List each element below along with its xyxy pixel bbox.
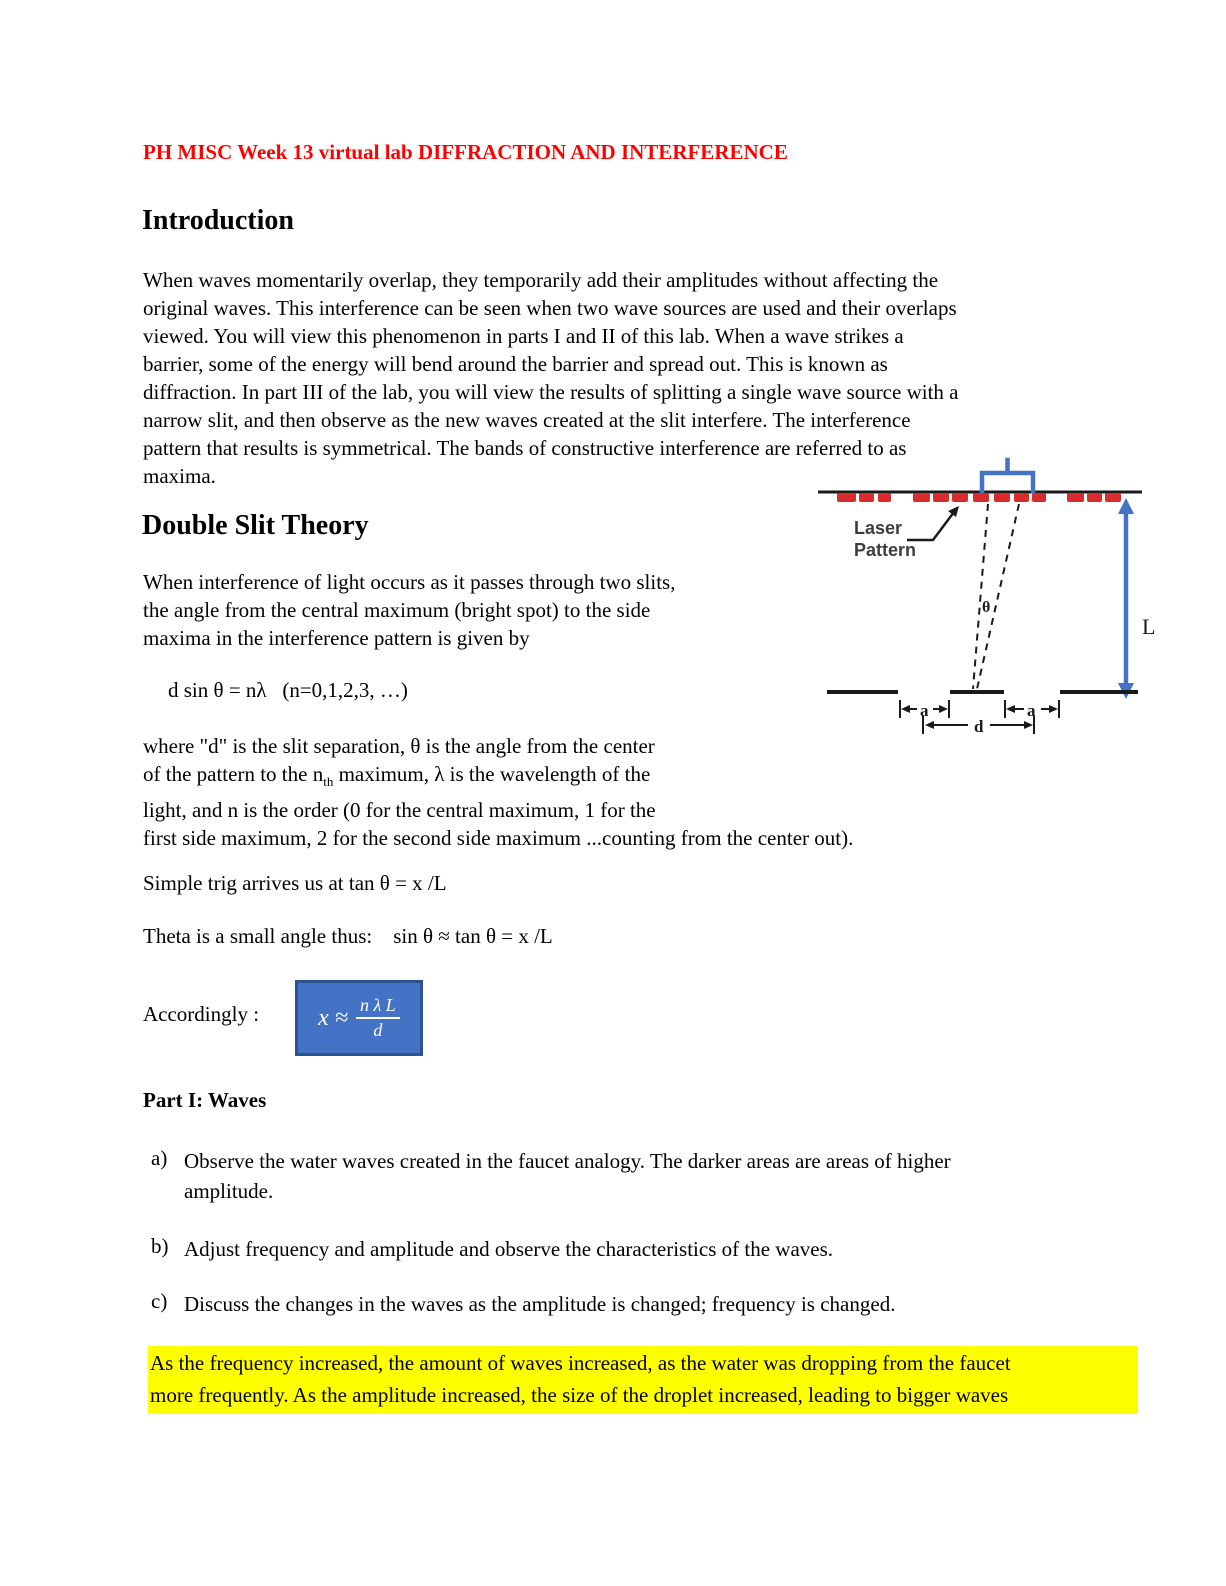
- where-paragraph-line: [143, 760, 853, 796]
- boxed-formula-denominator: d: [373, 1020, 383, 1040]
- where-line2-post: maximum, λ is the wavelength of the: [333, 762, 651, 786]
- highlighted-answer-line: As the frequency increased, the amount of waves increased, as the water was dropping from the faucet: [150, 1351, 1011, 1375]
- slit-width-dimension-left: [900, 700, 949, 720]
- where-line2-pre: of the pattern to the n: [143, 762, 324, 786]
- laser-pattern-label-line1: Laser: [854, 518, 903, 538]
- intro-paragraph-line: narrow slit, and then observe as the new waves created at the slit interfere. The interference: [143, 408, 911, 432]
- list-item-a-label: a): [151, 1146, 168, 1170]
- grating-equation: d sin θ = nλ (n=0,1,2,3, …): [168, 678, 408, 702]
- list-item-c-label: c): [151, 1289, 168, 1313]
- theta-label: θ: [982, 599, 991, 616]
- accordingly-label: Accordingly :: [143, 1002, 260, 1026]
- slit-width-label-left: a: [920, 701, 929, 720]
- list-item-a: [184, 1146, 951, 1206]
- list-item-c: [184, 1289, 895, 1319]
- where-paragraph: [143, 732, 853, 852]
- theory-paragraph: [143, 568, 675, 652]
- double-slit-diagram: [810, 452, 1165, 752]
- intro-paragraph-line: viewed. You will view this phenomenon in parts I and II of this lab. When a wave strikes a: [143, 324, 904, 348]
- list-item-b-label: b): [151, 1234, 169, 1258]
- slit-separation-label: d: [974, 717, 984, 736]
- distance-L-label: L: [1142, 614, 1156, 639]
- list-item-line: Observe the water waves created in the faucet analogy. The darker areas are areas of higher: [184, 1149, 951, 1173]
- where-paragraph-line: where "d" is the slit separation, θ is the angle from the center: [143, 734, 655, 758]
- laser-pattern-label-line2: Pattern: [854, 540, 917, 560]
- intro-paragraph-line: barrier, some of the energy will bend around the barrier and spread out. This is known as: [143, 352, 888, 376]
- theory-paragraph-line: maxima in the interference pattern is given by: [143, 626, 530, 650]
- theory-heading: Double Slit Theory: [142, 510, 369, 541]
- side-ray-dashed-line: [977, 504, 1019, 689]
- intro-paragraph-line: pattern that results is symmetrical. The bands of constructive interference are referred to as: [143, 436, 907, 460]
- list-item-line: Adjust frequency and amplitude and observe the characteristics of the waves.: [184, 1237, 834, 1261]
- slit-width-label-right: a: [1027, 701, 1036, 720]
- highlighted-answer-line: more frequently. As the amplitude increased, the size of the droplet increased, leading to bigger waves: [150, 1383, 1009, 1407]
- slit-separation-dimension: [923, 716, 1034, 736]
- part1-heading: Part I: Waves: [143, 1088, 267, 1112]
- theory-paragraph-line: When interference of light occurs as it passes through two slits,: [143, 570, 676, 594]
- small-angle-line: Theta is a small angle thus: sin θ ≈ tan θ = x /L: [143, 924, 553, 948]
- nth-subscript: th: [323, 774, 334, 790]
- highlighted-answer: [148, 1346, 1138, 1414]
- where-paragraph-line: first side maximum, 2 for the second side maximum ...counting from the center out).: [143, 826, 854, 851]
- intro-paragraph-line: diffraction. In part III of the lab, you will view the results of splitting a single wave source with a: [143, 380, 959, 404]
- central-maxima-bracket: [982, 460, 1033, 491]
- laser-pattern-arrow-icon: [907, 506, 959, 540]
- where-paragraph-line: light, and n is the order (0 for the central maximum, 1 for the: [143, 798, 656, 823]
- theory-paragraph-line: the angle from the central maximum (bright spot) to the side: [143, 598, 651, 622]
- slit-width-dimension-right: [1005, 700, 1059, 720]
- laser-maxima-dashes: [837, 493, 1121, 502]
- trig-line: Simple trig arrives us at tan θ = x /L: [143, 871, 447, 895]
- boxed-formula-numerator: n λ L: [356, 995, 400, 1019]
- intro-paragraph-line: maxima.: [143, 464, 216, 488]
- boxed-formula-fraction: [356, 995, 400, 1040]
- intro-paragraph-line: original waves. This interference can be seen when two wave sources are used and their overlaps: [143, 296, 957, 320]
- boxed-formula-lhs: x ≈: [318, 1004, 348, 1031]
- central-ray-dashed-line: [973, 504, 991, 689]
- list-item-line: Discuss the changes in the waves as the amplitude is changed; frequency is changed.: [184, 1292, 896, 1316]
- list-item-b: [184, 1234, 833, 1264]
- intro-heading: Introduction: [142, 205, 294, 236]
- list-item-line: amplitude.: [184, 1179, 274, 1203]
- intro-paragraph-line: When waves momentarily overlap, they temporarily add their amplitudes without affecting the: [143, 268, 939, 292]
- distance-L-arrow: [1118, 498, 1134, 699]
- boxed-formula: [295, 980, 423, 1056]
- document-title: PH MISC Week 13 virtual lab DIFFRACTION AND INTERFERENCE: [143, 140, 788, 164]
- laser-pattern-label: [854, 518, 916, 560]
